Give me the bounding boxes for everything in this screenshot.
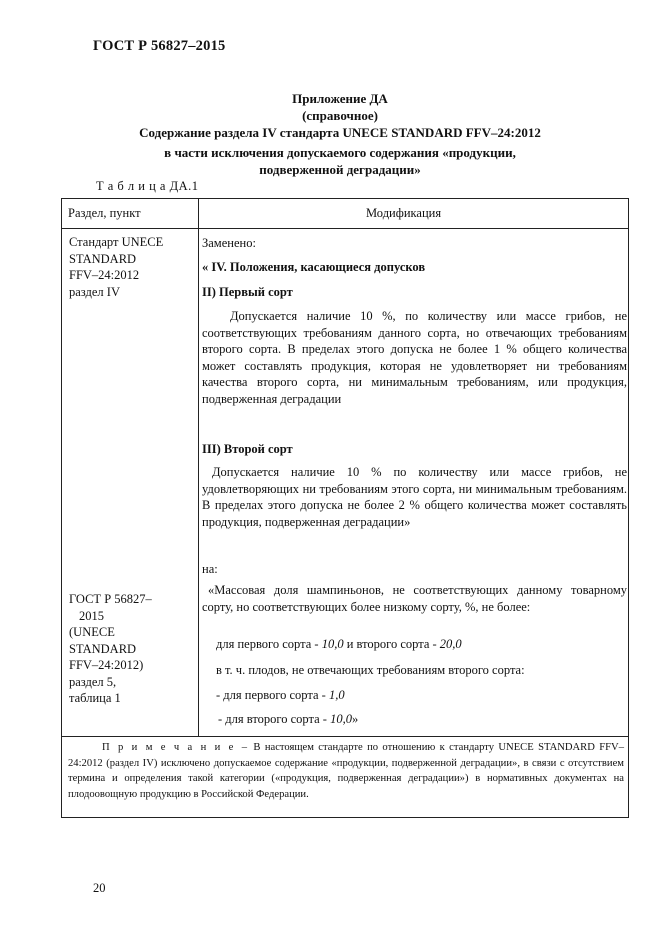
grade-limits-prefix: для первого сорта - <box>216 637 322 651</box>
row2-ref-line: таблица 1 <box>69 691 121 705</box>
replaced-label: Заменено: <box>202 236 256 250</box>
second-grade-fruit-prefix: - для второго сорта - <box>218 712 331 726</box>
second-grade-fruit-value: 10,0 <box>330 712 352 726</box>
table-label: Т а б л и ц а ДА.1 <box>96 179 199 193</box>
page-number: 20 <box>93 881 106 895</box>
row1-ref-line: раздел IV <box>69 284 120 299</box>
appendix-kind: (справочное) <box>302 108 378 123</box>
row2-ref-line: 2015 <box>79 608 104 623</box>
table-note <box>68 740 624 802</box>
grade-limits-line <box>216 636 462 652</box>
note-label: П р и м е ч а н и е – <box>102 742 250 753</box>
row1-ref-line: Стандарт UNECE <box>69 235 164 249</box>
row2-ref-line: ГОСТ Р 56827– <box>69 592 152 606</box>
second-grade-limit: 20,0 <box>439 637 462 651</box>
row2-ref-line: (UNECE <box>69 625 115 639</box>
header-section: Раздел, пункт <box>68 206 141 220</box>
row2-reference <box>69 591 152 707</box>
mass-share-text: «Массовая доля шампиньонов, не соответствующих данному товарному сорту, но соответствующих более низкому сорту, %, не более: <box>202 583 627 614</box>
second-grade-fruit-line <box>218 711 358 727</box>
section-title: « IV. Положения, касающиеся допусков <box>202 260 426 274</box>
header-modification: Модификация <box>366 206 442 220</box>
first-grade-title: II) Первый сорт <box>202 285 293 299</box>
fruits-not-meeting-line: в т. ч. плодов, не отвечающих требованиям второго сорта: <box>216 663 525 677</box>
header-divider <box>62 228 628 229</box>
row1-reference <box>69 234 163 300</box>
row2-ref-line: FFV–24:2012) <box>69 658 144 672</box>
second-grade-text: Допускается наличие 10 % по количеству или массе грибов, не удовлетворяющих ни требованиям этого сорта, ни минимальным требованиям. В пределах этого допуска не более 2 % общего количества может составлять продукция, подверженная деградации» <box>202 465 627 529</box>
first-grade-fruit-line <box>216 687 345 703</box>
appendix-heading-line-3: подверженной деградации» <box>259 162 421 177</box>
replacement-label: на: <box>202 562 218 576</box>
grade-limits-mid: и второго сорта - <box>343 637 440 651</box>
first-grade-text: Допускается наличие 10 %, по количеству или массе грибов, не соответствующих требованиям данного сорта, но отвечающих требованиям второго сорта. В пределах этого допуска не более 1 % общего количества может составлять продукция, которая не удовлетворяет ни требованиям качества второго сорта, ни минимальным требованиям, или продукция, подверженная деградации <box>202 309 627 406</box>
document-code: ГОСТ Р 56827–2015 <box>93 38 226 54</box>
modification-table <box>61 198 629 818</box>
second-grade-title: III) Второй сорт <box>202 442 293 456</box>
row2-ref-line: раздел 5, <box>69 674 117 689</box>
first-grade-limit: 10,0 <box>321 637 344 651</box>
row2-ref-line: STANDARD <box>69 641 137 656</box>
first-grade-fruit-prefix: - для первого сорта - <box>216 688 329 702</box>
column-divider <box>198 199 199 737</box>
note-text: В настоящем стандарте по отношению к стандарту UNECE STANDARD FFV–24:2012 (раздел IV) исключено допускаемое содержание «продукции, подверженной деградации», в связи с отсутствием термина и определения такой категории («продукция, подверженная деградации») в нормативных документах на плодоовощную продукцию в Российской Федерации. <box>68 742 624 800</box>
first-grade-fruit-value: 1,0 <box>328 688 345 702</box>
appendix-title: Приложение ДА <box>292 91 388 106</box>
appendix-heading-line-2: в части исключения допускаемого содержания «продукции, <box>164 145 516 160</box>
note-divider <box>62 736 628 737</box>
second-grade-fruit-suffix: » <box>351 712 359 726</box>
row1-ref-line: FFV–24:2012 <box>69 268 140 282</box>
appendix-heading-line-1: Содержание раздела IV стандарта UNECE STANDARD FFV–24:2012 <box>139 125 541 140</box>
row1-ref-line: STANDARD <box>69 251 137 266</box>
